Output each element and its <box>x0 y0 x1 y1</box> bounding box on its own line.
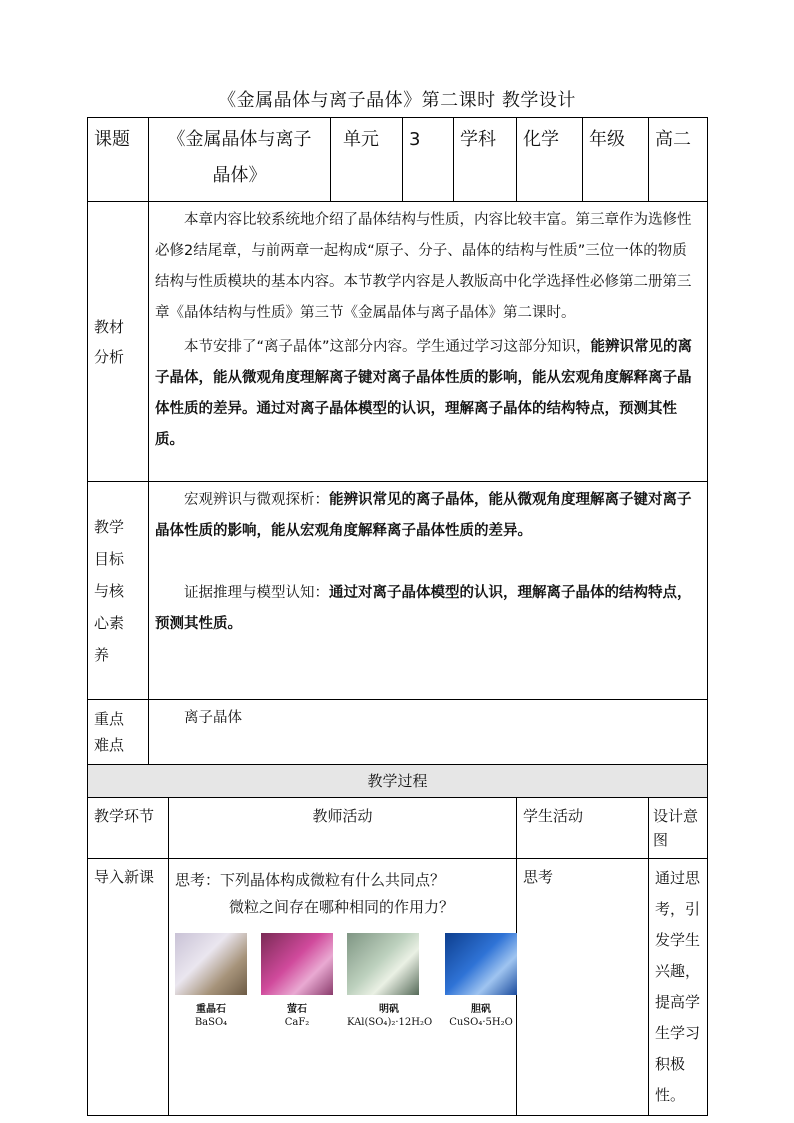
unit-label-cell <box>331 118 403 202</box>
mineral-formula: KAl(SO₄)₂·12H₂O <box>347 1017 433 1028</box>
goal-1-text: 能辨识常见的离子晶体，能从微观角度理解离子键对离子晶体性质的影响，能从宏观角度解释离子晶体性质的差异。 <box>155 492 692 539</box>
keypoints-value: 离子晶体 <box>184 710 242 726</box>
unit-label: 单元 <box>343 129 379 150</box>
col-stage-cell <box>88 798 169 859</box>
subject-label-cell <box>454 118 517 202</box>
stage-value: 导入新课 <box>94 868 155 886</box>
question-2: 微粒之间存在哪种相同的作用力？ <box>229 898 455 916</box>
unit-value-cell <box>403 118 454 202</box>
mineral-fluorite <box>261 933 333 1029</box>
topic-label-cell <box>88 118 149 202</box>
teacher-activity-cell <box>169 859 517 1116</box>
chalcanthite-photo <box>445 933 517 995</box>
alum-photo <box>347 933 419 995</box>
mineral-name: 萤石 <box>287 1004 307 1015</box>
mineral-name: 胆矾 <box>471 1004 491 1015</box>
lesson-table <box>87 117 708 1116</box>
mineral-formula: CuSO₄·5H₂O <box>449 1017 513 1028</box>
col-student-cell <box>517 798 649 859</box>
col-teacher-header: 教师活动 <box>312 807 373 825</box>
goal-2 <box>149 575 707 640</box>
mineral-barite <box>175 933 247 1029</box>
topic-value: 《金属晶体与离子晶体》 <box>167 129 312 186</box>
goal-2-text: 通过对离子晶体模型的认识，理解离子晶体的结构特点，预测其性质。 <box>155 585 692 632</box>
topic-label: 课题 <box>94 129 130 150</box>
analysis-paragraph-1: 本章内容比较系统地介绍了晶体结构与性质，内容比较丰富。第三章作为选修性必修2结尾章，与前两章一起构成“原子、分子、晶体的结构与性质”三位一体的物质结构与性质模块的基本内容。本节教学内容是人教版高中化学选择性必修第二册第三章《晶体结构与性质》第三节《金属晶体与离子晶体》第二课时。 <box>155 212 692 321</box>
goal-2-label: 证据推理与模型认知： <box>184 585 329 601</box>
document-title: 《金属晶体与离子晶体》第二课时 教学设计 <box>218 90 576 111</box>
mineral-alum <box>347 933 431 1029</box>
mineral-images <box>175 933 516 1029</box>
stage-cell <box>88 859 169 1116</box>
student-activity-cell <box>517 859 649 1116</box>
keypoints-label-cell <box>88 700 149 765</box>
intent-cell <box>649 859 708 1116</box>
analysis-p2-bold: 能辨识常见的离子晶体，能从微观角度理解离子键对离子晶体性质的影响，能从宏观角度解释离子晶体性质的差异。通过对离子晶体模型的认识，理解离子晶体的结构特点，预测其性质。 <box>155 339 693 448</box>
subject-label: 学科 <box>460 129 496 150</box>
mineral-name: 明矾 <box>379 1004 399 1015</box>
goals-label-cell <box>88 482 149 700</box>
analysis-content-cell <box>149 202 708 482</box>
mineral-chalcanthite <box>445 933 517 1029</box>
keypoints-content-cell <box>149 700 708 765</box>
grade-value-cell <box>649 118 708 202</box>
keypoints-label: 重点难点 <box>94 710 125 754</box>
col-student-header: 学生活动 <box>523 807 584 825</box>
col-teacher-cell <box>169 798 517 859</box>
analysis-paragraph-2 <box>149 329 707 456</box>
goal-1-label: 宏观辨识与微观探析： <box>184 492 329 508</box>
analysis-label: 教材分析 <box>94 317 125 366</box>
analysis-p2-normal: 本节安排了“离子晶体”这部分内容。学生通过学习这部分知识， <box>184 339 591 355</box>
barite-photo <box>175 933 247 995</box>
goals-content-cell <box>149 482 708 700</box>
col-intent-cell <box>649 798 708 859</box>
mineral-name: 重晶石 <box>196 1004 226 1015</box>
topic-value-cell <box>149 118 331 202</box>
process-heading: 教学过程 <box>367 772 428 790</box>
goals-label: 教学目标与核心素养 <box>94 517 125 664</box>
student-activity: 思考 <box>523 868 554 886</box>
unit-value: 3 <box>409 129 421 150</box>
subject-value: 化学 <box>523 129 559 150</box>
grade-label-cell <box>583 118 649 202</box>
process-heading-cell <box>88 765 708 798</box>
grade-label: 年级 <box>589 129 625 150</box>
analysis-label-cell <box>88 202 149 482</box>
col-stage-header: 教学环节 <box>94 807 155 825</box>
goal-1 <box>149 482 707 547</box>
mineral-formula: BaSO₄ <box>194 1017 228 1028</box>
subject-value-cell <box>517 118 583 202</box>
mineral-formula: CaF₂ <box>284 1017 310 1028</box>
question-1: 思考：下列晶体构成微粒有什么共同点？ <box>175 871 446 889</box>
grade-value: 高二 <box>655 129 691 150</box>
design-intent: 通过思考，引发学生兴趣，提高学生学习积极性。 <box>655 869 701 1104</box>
fluorite-photo <box>261 933 333 995</box>
col-intent-header: 设计意图 <box>653 807 699 849</box>
